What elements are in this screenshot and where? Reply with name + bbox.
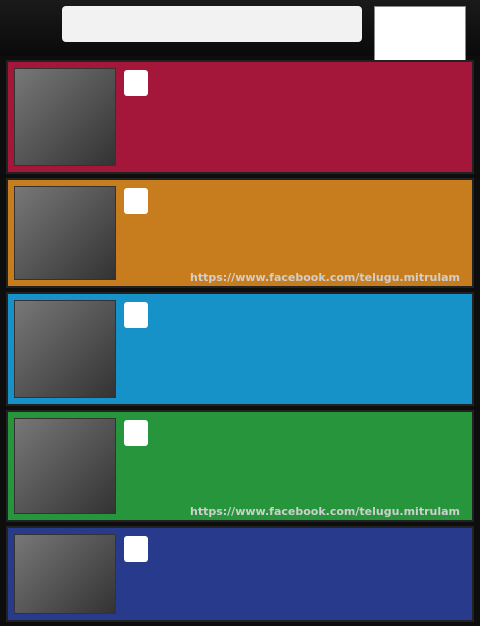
quote-panel-4 (6, 410, 474, 522)
logo (374, 6, 466, 68)
watermark-4: https://www.facebook.com/telugu.mitrulam (190, 505, 460, 518)
quote-panel-1 (6, 60, 474, 174)
quote-panel-2 (6, 178, 474, 288)
quote-panel-3 (6, 292, 474, 406)
watermark-2: https://www.facebook.com/telugu.mitrulam (190, 271, 460, 284)
portrait-5 (14, 534, 116, 614)
author-name-5 (124, 536, 148, 562)
author-name-2 (124, 188, 148, 214)
author-name-3 (124, 302, 148, 328)
page-title (62, 6, 362, 42)
portrait-3 (14, 300, 116, 398)
quote-panel-5 (6, 526, 474, 622)
header (0, 0, 480, 56)
author-name-1 (124, 70, 148, 96)
portrait-2 (14, 186, 116, 280)
portrait-1 (14, 68, 116, 166)
portrait-4 (14, 418, 116, 514)
author-name-4 (124, 420, 148, 446)
